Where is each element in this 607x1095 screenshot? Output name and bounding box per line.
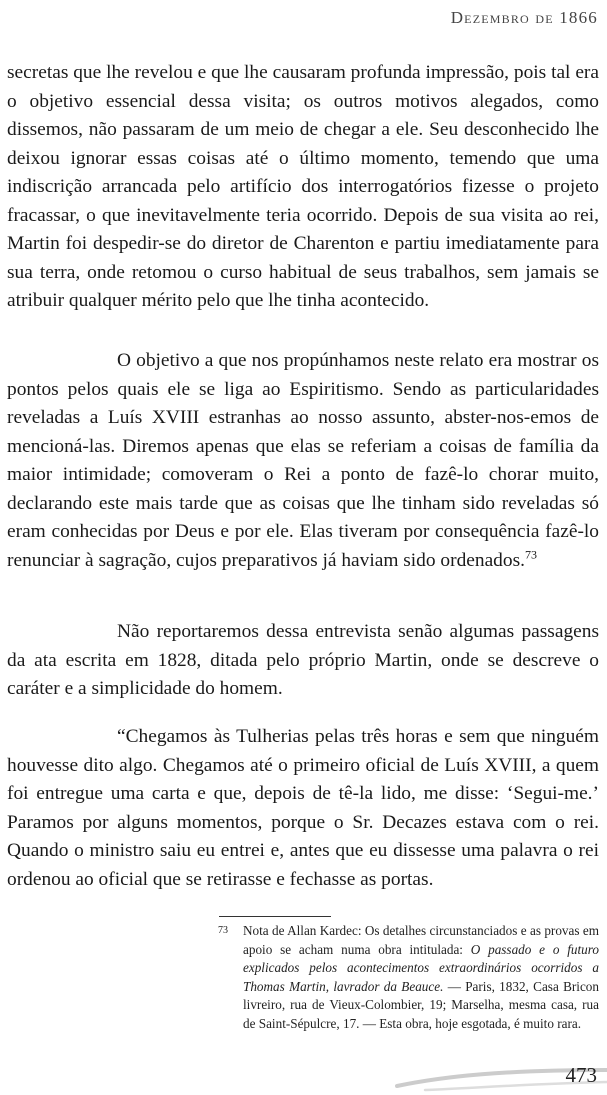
body-paragraph-3 <box>7 618 599 704</box>
paragraph-text: O objetivo a que nos propúnhamos neste relato era mostrar os pontos pelos quais ele se liga ao Espiritismo. Sendo as particularidades reveladas a Luís XVIII estranhas ao nosso assunto, abster-nos-emos de mencioná-las. Diremos apenas que elas se referiam a coisas de família da maior intimidade; comoveram o Rei a ponto de fazê-lo chorar muito, declarando este mais tarde que as coisas que lhe tinham sido reveladas só eram conhecidas por Deus e por ele. Elas tiveram por consequência fazê-lo renunciar à sagração, cujos preparativos já haviam sido ordenados. <box>7 350 599 571</box>
footnote-reference: 73 <box>524 547 537 562</box>
footnote-text-before: Nota de Allan Kardec: Os detalhes circunstanciados e as provas em apoio se acham numa obra intitulada: <box>243 923 599 957</box>
footnote-separator <box>219 916 331 917</box>
body-paragraph-2 <box>7 347 599 575</box>
running-header: Dezembro de 1866 <box>450 8 598 27</box>
footnote-book-title: O passado e o futuro explicados pelos acontecimentos extraordinários ocorridos a Thomas Martin, lavrador da Beauce. <box>243 941 599 994</box>
footnote-text-after: — Paris, 1832, Casa Bricon livreiro, rua de Vieux-Colombier, 19; Marselha, mesma casa, rua de Saint-Sépulcre, 17. — Esta obra, hoje esgotada, é muito rara. <box>243 978 599 1031</box>
paragraph-text: Não reportaremos dessa entrevista senão algumas passagens da ata escrita em 1828, ditada pelo próprio Martin, onde se descreve o caráter e a simplicidade do homem. <box>7 621 599 699</box>
footnote-number: 73 <box>218 925 228 936</box>
footnote-body <box>218 922 599 1034</box>
body-paragraph-1 <box>7 59 599 316</box>
paragraph-text-with-note <box>7 347 599 575</box>
paragraph-text: “Chegamos às Tulherias pelas três horas e sem que ninguém houvesse dito algo. Chegamos até o primeiro oficial de Luís XVIII, a quem foi entregue uma carta e que, depois de tê-la lido, me disse: ‘Segui-me.’ Paramos por alguns momentos, porque o Sr. Decazes estava com o rei. Quando o ministro saiu eu entrei e, antes que eu dissesse uma palavra o rei ordenou ao oficial que se retirasse e fechasse as portas. <box>7 726 599 890</box>
page-number: 473 <box>565 1063 597 1087</box>
paragraph-text: secretas que lhe revelou e que lhe causaram profunda impressão, pois tal era o objetivo essencial dessa visita; os outros motivos alegados, como dissemos, não passaram de um meio de chegar a ele. Seu desconhecido lhe deixou ignorar essas coisas até o último momento, temendo que uma indiscrição arrancada pelo artifício dos interrogatórios fizesse o projeto fracassar, o que inevitavelmente teria ocorrido. Depois de sua visita ao rei, Martin foi despedir-se do diretor de Charenton e partiu imediatamente para sua terra, onde retomou o curso habitual de seus trabalhos, sem jamais se atribuir qualquer mérito pelo que lhe tinha acontecido. <box>7 62 599 311</box>
footnote <box>218 922 599 1034</box>
body-paragraph-4 <box>7 723 599 894</box>
